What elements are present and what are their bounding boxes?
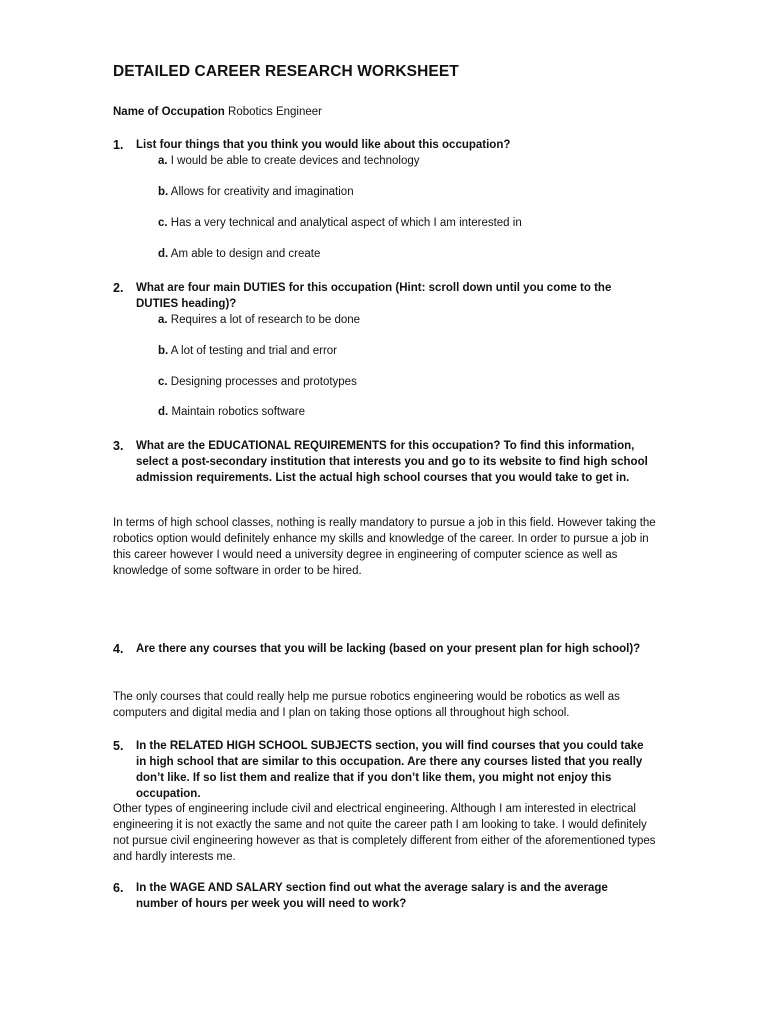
question-2 xyxy=(113,280,653,312)
answer-text: Has a very technical and analytical aspect of which I am interested in xyxy=(170,217,522,229)
occupation-line xyxy=(113,104,322,120)
answer-item xyxy=(158,153,420,169)
answer-item xyxy=(158,343,337,359)
occupation-label: Name of Occupation xyxy=(113,106,225,118)
answer-item xyxy=(158,374,357,390)
answer-paragraph: Other types of engineering include civil and electrical engineering. Although I am interested in electrical engineering it is not exactly the same and not quite the career path I am looking to take. I would definitely not pursue civil engineering however as that is completely different from either of the aforementioned types and hardly interests me. xyxy=(113,803,656,863)
question-text: List four things that you think you would like about this occupation? xyxy=(136,139,511,151)
question-number: 4. xyxy=(113,642,124,656)
answer-text: Maintain robotics software xyxy=(171,406,306,418)
answer-letter: c. xyxy=(158,376,168,388)
question-number: 1. xyxy=(113,138,124,152)
answer-item xyxy=(158,404,305,420)
question-5 xyxy=(113,738,653,802)
question-6 xyxy=(113,880,653,912)
question-text: What are the EDUCATIONAL REQUIREMENTS for this occupation? To find this information, select a post-secondary institution that interests you and go to its website to find high school admission requirements. List the actual high school courses that you would take to get in. xyxy=(136,440,648,484)
answer-letter: b. xyxy=(158,186,169,198)
question-text: In the WAGE AND SALARY section find out what the average salary is and the average number of hours per week you will need to work? xyxy=(136,882,608,910)
question-3 xyxy=(113,438,653,486)
question-number: 3. xyxy=(113,439,124,453)
question-number: 2. xyxy=(113,281,124,295)
answer-letter: d. xyxy=(158,248,169,260)
answer-item xyxy=(158,184,354,200)
question-number: 6. xyxy=(113,881,124,895)
question-text: Are there any courses that you will be lacking (based on your present plan for high school)? xyxy=(136,643,641,655)
answer-text: Am able to design and create xyxy=(170,248,321,260)
question-4 xyxy=(113,641,653,657)
answer-item xyxy=(158,246,320,262)
answer-letter: c. xyxy=(158,217,168,229)
answer-item xyxy=(158,215,522,231)
question-1 xyxy=(113,137,653,153)
answer-paragraph: The only courses that could really help me pursue robotics engineering would be robotics as well as computers and digital media and I plan on taking those options all throughout high school. xyxy=(113,691,620,719)
answer-letter: b. xyxy=(158,345,169,357)
answer-text: Designing processes and prototypes xyxy=(170,376,357,388)
answer-item xyxy=(158,312,360,328)
answer-text: A lot of testing and trial and error xyxy=(170,345,338,357)
answer-letter: a. xyxy=(158,155,168,167)
page-title: DETAILED CAREER RESEARCH WORKSHEET xyxy=(113,63,459,80)
question-text: What are four main DUTIES for this occupation (Hint: scroll down until you come to the DUTIES heading)? xyxy=(136,282,612,310)
answer-text: Allows for creativity and imagination xyxy=(170,186,354,198)
question-text: In the RELATED HIGH SCHOOL SUBJECTS section, you will find courses that you could take in high school that are similar to this occupation. Are there any courses listed that you really don’t like. If so list them and realize that if you don’t like them, you might not enjoy this occupation. xyxy=(136,740,644,800)
answer-text: I would be able to create devices and technology xyxy=(170,155,420,167)
question-number: 5. xyxy=(113,739,124,753)
answer-text: Requires a lot of research to be done xyxy=(170,314,361,326)
occupation-value: Robotics Engineer xyxy=(228,106,323,118)
answer-letter: d. xyxy=(158,406,169,418)
answer-letter: a. xyxy=(158,314,168,326)
answer-paragraph: In terms of high school classes, nothing is really mandatory to pursue a job in this field. However taking the robotics option would definitely enhance my skills and knowledge of the career. In order to pursue a job in this career however I would need a university degree in engineering of computer science as well as knowledge of some software in order to be hired. xyxy=(113,517,656,577)
